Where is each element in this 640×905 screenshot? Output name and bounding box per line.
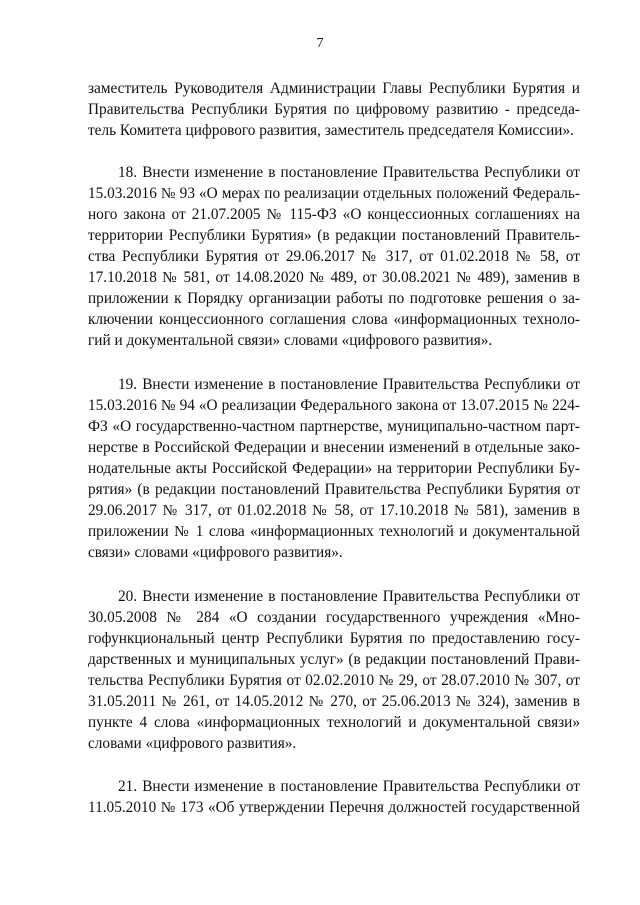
text-line: 15.03.2016 № 94 «О реализации Федерального закона от 13.07.2015 № 224- <box>88 397 580 414</box>
text-line: рятия» (в редакции постановлений Правительства Республики Бурятия от <box>88 481 580 498</box>
text-line: 31.05.2011 № 261, от 14.05.2012 № 270, от 25.06.2013 № 324), заменив в <box>88 693 580 710</box>
text-line: ключении концессионного соглашения слова «информационных техноло- <box>88 311 580 328</box>
text-line: Правительства Республики Бурятия по цифровому развитию - председа- <box>88 101 580 118</box>
text-line: нерстве в Российской Федерации и внесении изменений в отдельные зако- <box>88 439 580 456</box>
text-line: 11.05.2010 № 173 «Об утверждении Перечня должностей государственной <box>88 799 580 816</box>
text-line: приложении № 1 слова «информационных технологий и документальной <box>88 523 580 540</box>
text-line: 21. Внести изменение в постановление Правительства Республики от <box>118 778 580 795</box>
text-line: гофункциональный центр Республики Бурятия по предоставлению госу- <box>88 630 580 647</box>
text-line: связи» словами «цифрового развития». <box>88 544 343 561</box>
text-line: тельства Республики Бурятия от 02.02.2010 № 29, от 28.07.2010 № 307, от <box>88 672 580 689</box>
text-line: 17.10.2018 № 581, от 14.08.2020 № 489, от 30.08.2021 № 489), заменив в <box>88 269 580 286</box>
text-line: ства Республики Бурятия от 29.06.2017 № 317, от 01.02.2018 № 58, от <box>88 248 580 265</box>
text-line: территории Республики Бурятия» (в редакции постановлений Правитель- <box>88 227 580 244</box>
text-line: 20. Внести изменение в постановление Правительства Республики от <box>118 588 580 605</box>
text-line: ФЗ «О государственно-частном партнерстве, муниципально-частном парт- <box>88 418 580 435</box>
text-line: 29.06.2017 № 317, от 01.02.2018 № 58, от 17.10.2018 № 581), заменив в <box>88 502 580 519</box>
text-line: 15.03.2016 № 93 «О мерах по реализации отдельных положений Федераль- <box>88 185 580 202</box>
text-line: гий и документальной связи» словами «цифрового развития». <box>88 332 493 349</box>
text-line: заместитель Руководителя Администрации Главы Республики Бурятия и <box>88 80 580 97</box>
text-line: 19. Внести изменение в постановление Правительства Республики от <box>118 376 580 393</box>
text-line: 30.05.2008 № 284 «О создании государственного учреждения «Мно- <box>88 609 580 626</box>
text-line: дарственных и муниципальных услуг» (в редакции постановлений Прави- <box>88 651 580 668</box>
text-line: 18. Внести изменение в постановление Правительства Республики от <box>118 164 580 181</box>
text-line: ного закона от 21.07.2005 № 115-ФЗ «О концессионных соглашениях на <box>88 206 580 223</box>
text-line: пункте 4 слова «информационных технологий и документальной связи» <box>88 714 580 731</box>
text-line: тель Комитета цифрового развития, заместитель председателя Комиссии». <box>88 122 574 139</box>
text-line: нодательные акты Российской Федерации» на территории Республики Бу- <box>88 460 580 477</box>
text-line: словами «цифрового развития». <box>88 735 297 752</box>
text-line: приложении к Порядку организации работы по подготовке решения о за- <box>88 290 580 307</box>
page-number: 7 <box>316 36 324 51</box>
